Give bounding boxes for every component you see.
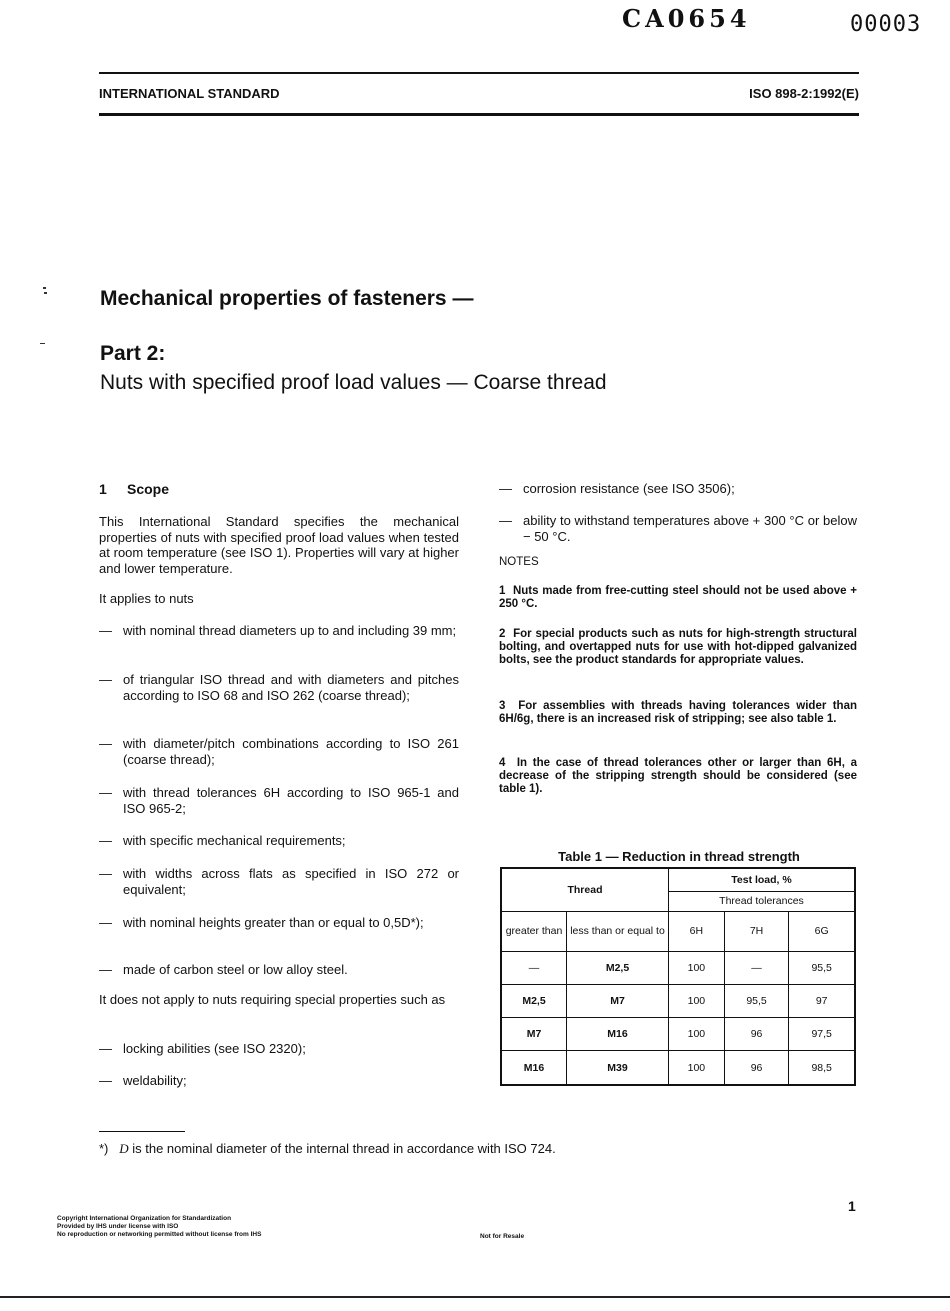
header-standard-number: ISO 898-2:1992(E) — [749, 86, 859, 101]
scope-number: 1 — [99, 481, 107, 497]
notes-heading: NOTES — [499, 556, 539, 568]
scope-heading — [99, 481, 169, 497]
thread-strength-table — [500, 867, 856, 1086]
footnote-rule — [99, 1131, 185, 1132]
part-label: Part 2: — [100, 342, 166, 365]
scan-speck — [40, 343, 45, 344]
document-title: Mechanical properties of fasteners — — [100, 287, 474, 310]
table-caption: Table 1 — Reduction in thread strength — [558, 849, 800, 864]
note-item: 2 For special products such as nuts for high-strength structural bolting, and overtapped nuts for use with hot-dipped galvanized bolts, see the product standards for appropriate values. — [499, 628, 858, 666]
table-header-test-load: Test load, % — [669, 868, 856, 891]
list-item: — with nominal heights greater than or equal to 0,5D*); — [99, 915, 424, 930]
scope-not-apply: It does not apply to nuts requiring special properties such as — [99, 992, 446, 1007]
list-item: — with thread tolerances 6H according to ISO 965-1 and ISO 965-2; — [99, 785, 459, 816]
footnote-text: is the nominal diameter of the internal thread in accordance with ISO 724. — [132, 1141, 556, 1156]
footnote — [99, 1141, 556, 1157]
list-item: — made of carbon steel or low alloy steel. — [99, 962, 348, 977]
table-col-header: 7H — [724, 911, 789, 951]
list-item: — with diameter/pitch combinations according to ISO 261 (coarse thread); — [99, 736, 459, 767]
list-item: — with nominal thread diameters up to and including 39 mm; — [99, 623, 457, 638]
list-item: — locking abilities (see ISO 2320); — [99, 1041, 306, 1056]
header-bottom-rule — [99, 113, 859, 116]
table-header-tolerances: Thread tolerances — [669, 891, 856, 911]
bottom-scan-edge — [0, 1296, 950, 1298]
header-standard-type: INTERNATIONAL STANDARD — [99, 86, 280, 101]
list-item: — corrosion resistance (see ISO 3506); — [499, 481, 735, 496]
copyright-notice: Copyright International Organization for Standardization Provided by IHS under license with ISO No reproduction or networking permitted without license from IHS — [57, 1215, 262, 1238]
list-item: — with specific mechanical requirements; — [99, 833, 346, 848]
footnote-symbol: D — [119, 1141, 129, 1156]
table-row: M2,5 M7 100 95,5 97 — [501, 984, 855, 1017]
document-subtitle: Nuts with specified proof load values — Coarse thread — [100, 371, 607, 394]
scope-intro: This International Standard specifies the mechanical properties of nuts with specified proof load values when tested at room temperature (see ISO 1). Properties will vary at higher and lower temperature. — [99, 514, 459, 576]
list-item: — with widths across flats as specified in ISO 272 or equivalent; — [99, 866, 459, 897]
list-item: — ability to withstand temperatures above + 300 °C or below − 50 °C. — [499, 513, 857, 544]
table-row: M7 M16 100 96 97,5 — [501, 1017, 855, 1050]
table-col-header: 6G — [789, 911, 855, 951]
table-row: M16 M39 100 96 98,5 — [501, 1051, 855, 1085]
table-col-header: less than or equal to — [567, 911, 669, 951]
document-stamp: CA0654 — [622, 4, 751, 33]
table-row: — M2,5 100 — 95,5 — [501, 951, 855, 984]
resale-notice: Not for Resale — [480, 1233, 525, 1240]
table-header-thread: Thread — [501, 868, 669, 911]
table-col-header: 6H — [669, 911, 725, 951]
list-item: — weldability; — [99, 1073, 187, 1088]
note-item: 4 In the case of thread tolerances other or larger than 6H, a decrease of the stripping strength should be considered (see table 1). — [499, 757, 857, 795]
footnote-marker: *) — [99, 1141, 109, 1156]
scan-speck — [43, 287, 46, 289]
scan-speck — [44, 292, 47, 294]
scope-heading-text: Scope — [127, 481, 170, 497]
header-top-rule — [99, 72, 859, 74]
scope-applies: It applies to nuts — [99, 591, 194, 606]
table-col-header: greater than — [501, 911, 567, 951]
note-item: 1 Nuts made from free-cutting steel should not be used above + 250 °C. — [499, 585, 857, 610]
list-item: — of triangular ISO thread and with diameters and pitches according to ISO 68 and ISO 262 (coarse thread); — [99, 672, 459, 703]
page-counter-stamp: 00003 — [850, 12, 922, 37]
note-item: 3 For assemblies with threads having tolerances wider than 6H/6g, there is an increased risk of stripping; see also table 1. — [499, 700, 858, 725]
page-number: 1 — [848, 1198, 856, 1214]
